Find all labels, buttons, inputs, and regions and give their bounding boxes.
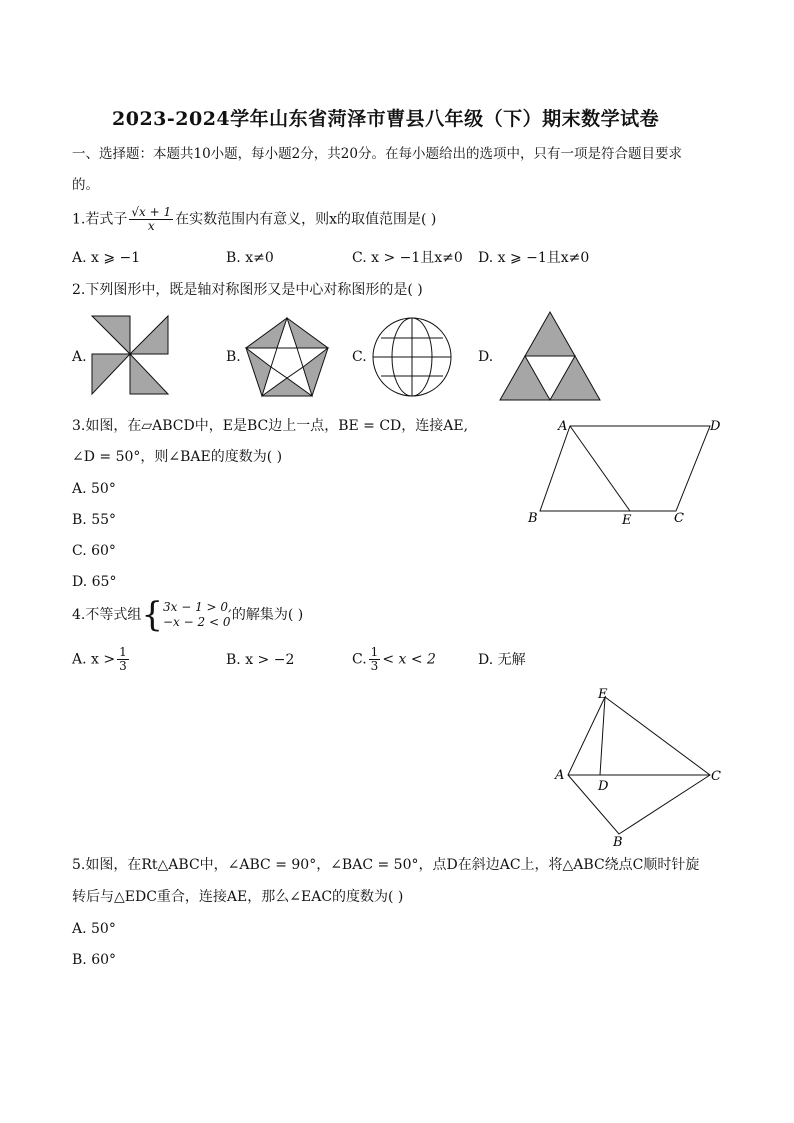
q3-option-c[interactable]: C. 60° (72, 543, 116, 559)
triangle-figure[interactable] (498, 310, 602, 402)
question-5-stem-continued: 转后与△EDC重合，连接AE，那么∠EAC的度数为( ) (72, 889, 404, 905)
brace-icon: { (141, 595, 163, 635)
q3-option-b[interactable]: B. 55° (72, 512, 117, 528)
label-d: D (598, 779, 609, 794)
question-3-stem-continued: ∠D = 50°，则∠BAE的度数为( ) (72, 449, 283, 465)
q1-numerator: √x + 1 (131, 205, 172, 219)
q4-c-num: 1 (370, 645, 379, 659)
q1-option-c[interactable]: C. x > −1且x≠0 (352, 250, 463, 266)
q3-option-d[interactable]: D. 65° (72, 574, 117, 590)
q1-prefix: 1.若式子 (72, 211, 128, 228)
parallelogram-figure (520, 414, 730, 530)
q1-option-d[interactable]: D. x ⩾ −1且x≠0 (478, 250, 590, 266)
q4-prefix: 4.不等式组 (72, 607, 142, 623)
q4-a-den: 3 (119, 659, 127, 673)
label-c: C (711, 769, 721, 784)
section-heading-continued: 的。 (72, 177, 99, 193)
q4-suffix: 的解集为( ) (231, 607, 304, 623)
q4-a-num: 1 (119, 645, 127, 659)
question-3-stem: 3.如图，在▱ABCD中，E是BC边上一点，BE = CD，连接AE, (72, 418, 469, 434)
q2-option-b-label[interactable]: B. (226, 349, 241, 365)
rotation-figure (548, 684, 728, 850)
q1-option-b[interactable]: B. x≠0 (226, 250, 274, 266)
q2-option-d-label[interactable]: D. (478, 349, 494, 365)
label-c: C (674, 511, 684, 526)
pentagram-figure[interactable] (244, 316, 330, 398)
q4-option-a[interactable] (72, 646, 131, 673)
inequality-2: −x − 2 < 0 (163, 615, 231, 629)
q4-option-d[interactable]: D. 无解 (478, 652, 526, 668)
q2-option-a-label[interactable]: A. (72, 349, 87, 365)
question-4-stem (72, 595, 304, 635)
q1-option-a[interactable]: A. x ⩾ −1 (72, 250, 141, 266)
label-a: A (555, 768, 565, 783)
q1-suffix: 在实数范围内有意义，则x的取值范围是( ) (175, 211, 437, 228)
q5-option-a[interactable]: A. 50° (72, 921, 116, 937)
section-heading: 一、选择题：本题共10小题，每小题2分，共20分。在每小题给出的选项中，只有一项是符合题目要求 (72, 146, 682, 162)
q4-option-b[interactable]: B. x > −2 (226, 652, 295, 668)
inequality-system (163, 600, 232, 630)
q4-option-c[interactable] (352, 646, 436, 673)
inequality-1: 3x − 1 > 0, (163, 600, 232, 614)
q2-option-c-label[interactable]: C. (352, 349, 367, 365)
q4-a-fraction (117, 646, 129, 673)
label-e: E (598, 687, 608, 702)
label-a: A (558, 419, 568, 434)
label-b: B (528, 511, 538, 526)
label-b: B (613, 835, 623, 850)
q1-denominator: x (147, 219, 155, 233)
q3-option-a[interactable]: A. 50° (72, 481, 116, 497)
question-5-stem: 5.如图，在Rt△ABC中，∠ABC = 90°，∠BAC = 50°，点D在斜边AC上，将△ABC绕点C顺时针旋 (72, 857, 700, 873)
question-2-stem: 2.下列图形中，既是轴对称图形又是中心对称图形的是( ) (72, 282, 423, 298)
q4-c-suffix: < x < 2 (382, 651, 436, 668)
pinwheel-figure[interactable] (90, 314, 170, 396)
q5-option-b[interactable]: B. 60° (72, 952, 117, 968)
label-e: E (622, 513, 632, 528)
q4-a-text: A. x > (72, 651, 116, 668)
page-title: 2023-2024学年山东省菏泽市曹县八年级（下）期末数学试卷 (112, 108, 660, 130)
q4-c-fraction (369, 646, 381, 673)
q4-c-den: 3 (370, 659, 379, 673)
label-d: D (710, 419, 721, 434)
q4-c-text: C. (352, 651, 367, 668)
q1-fraction (129, 206, 173, 233)
question-1-stem (72, 206, 436, 233)
globe-figure[interactable] (371, 316, 453, 398)
